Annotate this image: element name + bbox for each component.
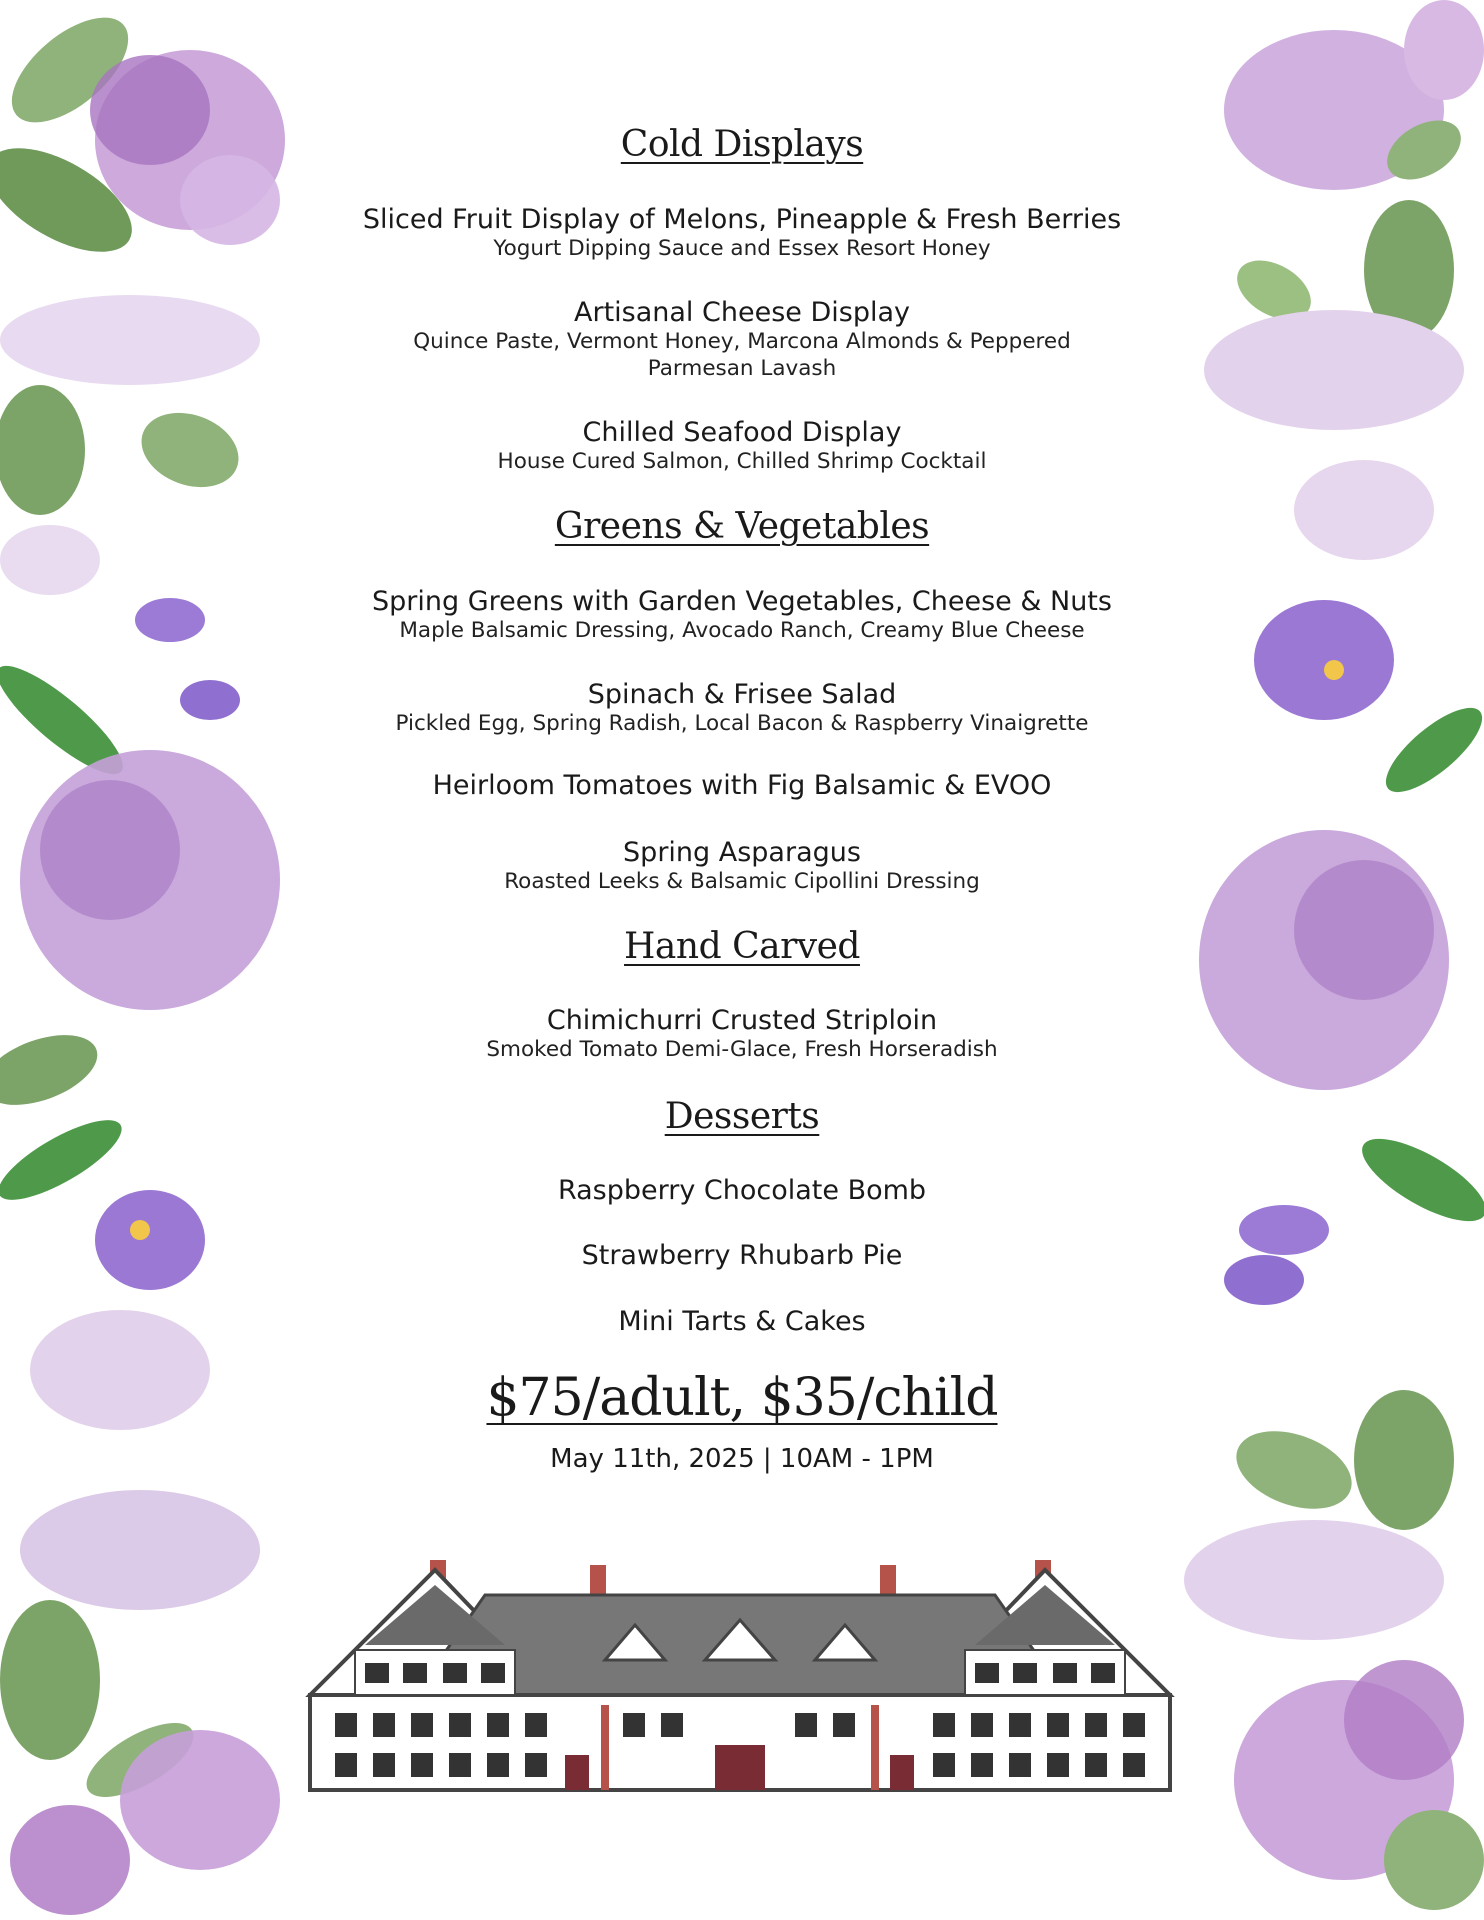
lilac-cluster-mid-left bbox=[0, 750, 280, 1119]
item-description: Quince Paste, Vermont Honey, Marcona Almonds & Peppered bbox=[413, 329, 1071, 354]
freesia-left-lower bbox=[0, 1106, 205, 1290]
menu-item bbox=[320, 587, 1164, 644]
menu-item bbox=[320, 418, 1164, 475]
resort-building-illustration bbox=[305, 1515, 1175, 1795]
price-line: $75/adult, $35/child bbox=[486, 1368, 998, 1428]
item-description: House Cured Salmon, Chilled Shrimp Cocktail bbox=[497, 449, 987, 474]
menu-item bbox=[320, 838, 1164, 895]
menu-item bbox=[320, 205, 1164, 262]
item-name: Raspberry Chocolate Bomb bbox=[557, 1175, 927, 1206]
section-heading-desserts: Desserts bbox=[664, 1096, 820, 1137]
small-blossom-spray-left-lower bbox=[20, 1310, 260, 1610]
small-blossom-spray-right bbox=[1204, 310, 1464, 560]
lilac-cluster-bottom-right bbox=[1234, 1660, 1484, 1910]
freesia-right-lower bbox=[1224, 1205, 1329, 1305]
item-name: Spring Greens with Garden Vegetables, Cheese & Nuts bbox=[372, 586, 1112, 617]
menu-item bbox=[320, 1006, 1164, 1063]
item-name: Heirloom Tomatoes with Fig Balsamic & EVOO bbox=[432, 770, 1052, 801]
section-heading-greens-vegetables: Greens & Vegetables bbox=[554, 506, 930, 547]
item-description: Yogurt Dipping Sauce and Essex Resort Honey bbox=[493, 236, 991, 261]
item-description-continued: Parmesan Lavash bbox=[647, 356, 837, 381]
item-name: Chilled Seafood Display bbox=[582, 417, 902, 448]
event-date-time: May 11th, 2025 | 10AM - 1PM bbox=[550, 1444, 934, 1474]
item-name: Mini Tarts & Cakes bbox=[618, 1306, 866, 1337]
item-name: Spring Asparagus bbox=[623, 837, 861, 868]
menu-item bbox=[320, 771, 1164, 801]
freesia-right-upper bbox=[1254, 600, 1484, 805]
section-heading-cold-displays: Cold Displays bbox=[620, 124, 864, 165]
menu-item bbox=[320, 680, 1164, 737]
item-name: Spinach & Frisee Salad bbox=[587, 679, 897, 710]
menu-item bbox=[320, 1307, 1164, 1337]
left-floral-border bbox=[0, 0, 300, 1920]
item-name: Strawberry Rhubarb Pie bbox=[581, 1240, 903, 1271]
small-blossom-spray-right-lower bbox=[1184, 1390, 1454, 1640]
menu-item bbox=[320, 1176, 1164, 1206]
lilac-cluster-mid-right bbox=[1199, 830, 1484, 1237]
item-description: Smoked Tomato Demi-Glace, Fresh Horseradish bbox=[486, 1037, 998, 1062]
right-floral-border bbox=[1184, 0, 1484, 1920]
item-description: Roasted Leeks & Balsamic Cipollini Dressing bbox=[504, 869, 980, 894]
section-heading-hand-carved: Hand Carved bbox=[624, 926, 860, 967]
menu-item bbox=[320, 1241, 1164, 1271]
item-name: Artisanal Cheese Display bbox=[574, 297, 910, 328]
item-name: Sliced Fruit Display of Melons, Pineapple & Fresh Berries bbox=[362, 204, 1122, 235]
item-description: Maple Balsamic Dressing, Avocado Ranch, Creamy Blue Cheese bbox=[399, 618, 1085, 643]
item-description: Pickled Egg, Spring Radish, Local Bacon & Raspberry Vinaigrette bbox=[395, 711, 1089, 736]
item-name: Chimichurri Crusted Striploin bbox=[546, 1005, 938, 1036]
lilac-cluster-top-right bbox=[1224, 0, 1484, 192]
menu-item bbox=[320, 298, 1164, 382]
